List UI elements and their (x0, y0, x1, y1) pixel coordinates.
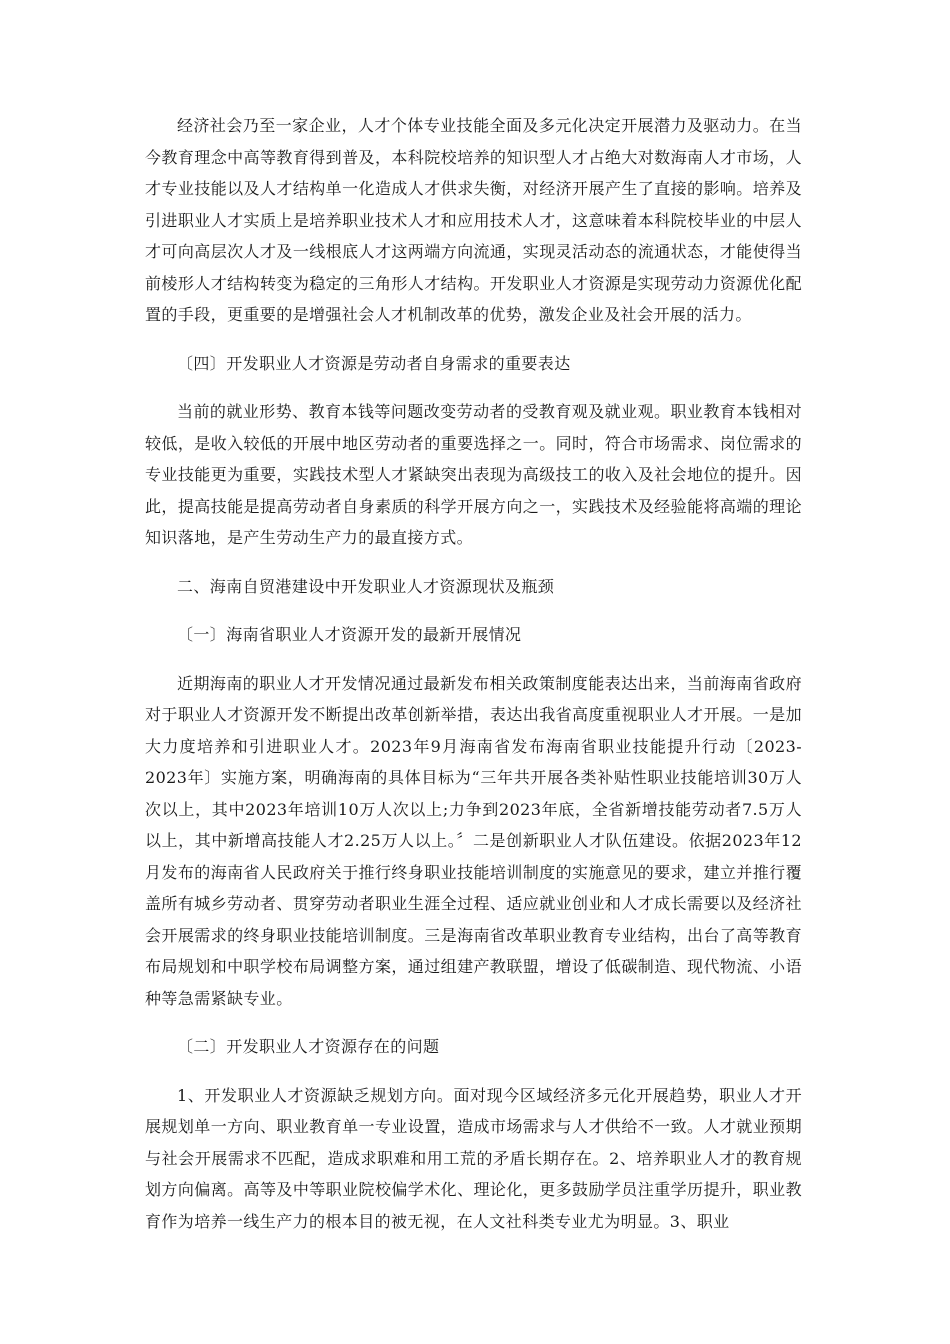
body-paragraph: 近期海南的职业人才开发情况通过最新发布相关政策制度能表达出来，当前海南省政府对于职业人才资源开发不断提出改革创新举措，表达出我省高度重视职业人才开展。一是加大力度培养和引进职业人才。2023年9月海南省发布海南省职业技能提升行动〔2023-2023年〕实施方案，明确海南的具体目标为“三年共开展各类补贴性职业技能培训30万人次以上，其中2023年培训10万人次以上;力争到2023年底，全省新增技能劳动者7.5万人以上，其中新增高技能人才2.25万人以上。〞二是创新职业人才队伍建设。依据2023年12月发布的海南省人民政府关于推行终身职业技能培训制度的实施意见的要求，建立并推行覆盖所有城乡劳动者、贯穿劳动者职业生涯全过程、适应就业创业和人才成长需要以及经济社会开展需求的终身职业技能培训制度。三是海南省改革职业教育专业结构，出台了高等教育布局规划和中职学校布局调整方案，通过组建产教联盟，增设了低碳制造、现代物流、小语种等急需紧缺专业。 (145, 673, 802, 1008)
section-heading: 〔一〕海南省职业人才资源开发的最新开展情况 (177, 625, 522, 644)
paragraph-gap (145, 331, 802, 348)
body-paragraph: 1、开发职业人才资源缺乏规划方向。面对现今区域经济多元化开展趋势，职业人才开展规划单一方向、职业教育单一专业设置，造成市场需求与人才供给不一致。人才就业预期与社会开展需求不匹配，造成求职难和用工荒的矛盾长期存在。2、培养职业人才的教育规划方向偏离。高等及中等职业院校偏学术化、理论化，更多鼓励学员注重学历提升，职业教育作为培养一线生产力的根本目的被无视，在人文社科类专业尤为明显。3、职业 (145, 1085, 802, 1231)
paragraph-gap (145, 602, 802, 619)
section-heading: 〔四〕开发职业人才资源是劳动者自身需求的重要表达 (177, 353, 571, 373)
paragraph-gap (145, 554, 802, 571)
paragraph-gap (145, 1014, 802, 1031)
body-paragraph: 当前的就业形势、教育本钱等问题改变劳动者的受教育观及就业观。职业教育本钱相对较低，是收入较低的开展中地区劳动者的重要选择之一。同时，符合市场需求、岗位需求的专业技能更为重要，实践技术型人才紧缺突出表现为高级技工的收入及社会地位的提升。因此，提高技能是提高劳动者自身素质的科学开展方向之一，实践技术及经验能将高端的理论知识落地，是产生劳动生产力的最直接方式。 (145, 402, 802, 547)
document-page (145, 110, 802, 1334)
body-paragraph: 经济社会乃至一家企业，人才个体专业技能全面及多元化决定开展潜力及驱动力。在当今教育理念中高等教育得到普及，本科院校培养的知识型人才占绝大对数海南人才市场，人才专业技能以及人才结构单一化造成人才供求失衡，对经济开展产生了直接的影响。培养及引进职业人才实质上是培养职业技术人才和应用技术人才，这意味着本科院校毕业的中层人才可向高层次人才及一线根底人才这两端方向流通，实现灵活动态的流通状态，才能使得当前棱形人才结构转变为稳定的三角形人才结构。开发职业人才资源是实现劳动力资源优化配置的手段，更重要的是增强社会人才机制改革的优势，激发企业及社会开展的活力。 (145, 116, 802, 324)
section-heading: 〔二〕开发职业人才资源存在的问题 (177, 1037, 440, 1056)
paragraph-gap (145, 379, 802, 396)
chapter-heading: 二、海南自贸港建设中开发职业人才资源现状及瓶颈 (177, 576, 555, 596)
paragraph-gap (145, 1063, 802, 1080)
paragraph-gap (145, 651, 802, 668)
